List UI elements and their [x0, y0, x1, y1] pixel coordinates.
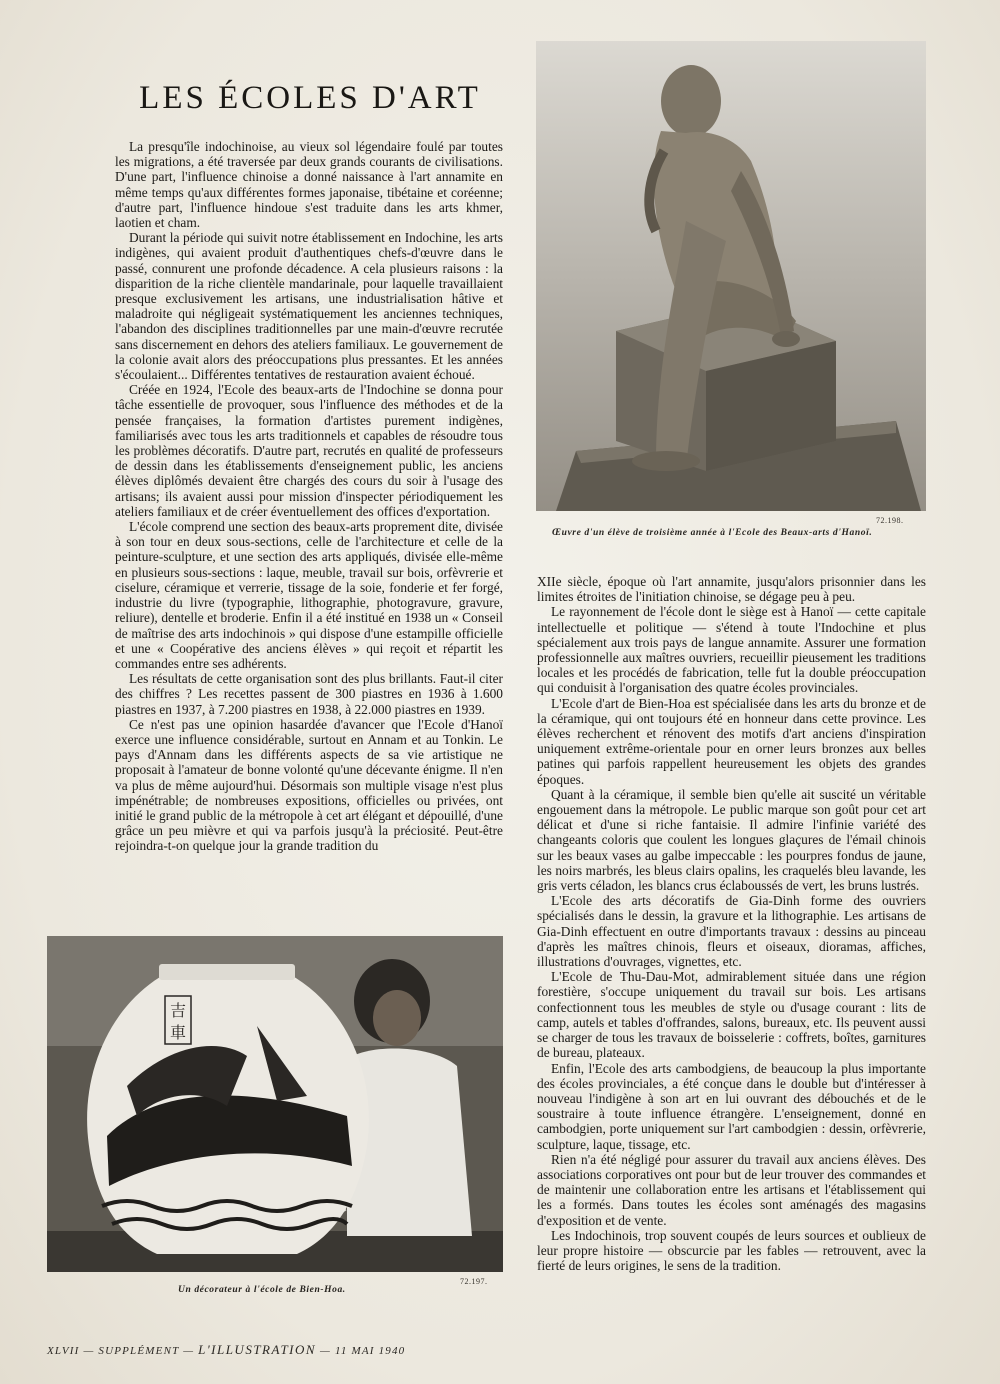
page-footer [47, 1342, 405, 1358]
paragraph: L'école comprend une section des beaux-arts proprement dite, divisée à son tour en deux sous-sections, celle de l'architecture et celle de la peinture-sculpture, et une section des arts appliqués, divisée elle-même en plusieurs sous-sections : laque, meuble, travail sur bois, orfèvrerie et ciselure, céramique et verrerie, tissage de la soie, fonderie et fer forgé, industrie du livre (typographie, lithographie, photogravure, gravure, reliure), dentelle et broderie. Enfin il a été institué en 1938 un « Conseil de maîtrise des arts indochinois » qui dispose d'une estampille officielle et une « Coopérative des anciens élèves » qui reçoit et répartit les commandes entre ses adhérents. [115, 519, 503, 671]
statue-caption: Œuvre d'un élève de troisième année à l'Ecole des Beaux-arts d'Hanoï. [552, 528, 873, 538]
paragraph: Les Indochinois, trop souvent coupés de leurs sources et oublieux de leur propre histoire — obscurcie par les fables — retrouvent, avec la fierté de leurs origines, le sens de la tradition. [537, 1227, 926, 1274]
footer-section: SUPPLÉMENT [98, 1345, 180, 1357]
vase-decorator-illustration [47, 936, 503, 1272]
paragraph: Les résultats de cette organisation sont des plus brillants. Faut-il citer des chiffres ? Les recettes passent de 300 piastres en 1936 à 1.600 piastres en 1937, à 7.200 piastres en 1938, à 22.000 piastres en 1939. [115, 671, 503, 717]
vase-plate-number: 72.197. [460, 1277, 488, 1286]
paragraph: L'Ecole d'art de Bien-Hoa est spécialisée dans les arts du bronze et de la céramique, qui ont toujours été en honneur dans cette province. Les élèves recherchent et rénovent des motifs d'art anciens d'inspiration uniquement extrême-orientale pour en orner leurs bronzes aux belles patines qui parfois rappellent heureusement les objets des grandes époques. [537, 695, 926, 787]
paragraph: Enfin, l'Ecole des arts cambodgiens, de beaucoup la plus importante des écoles provinciales, a été conçue dans le double but d'intéresser à nouveau l'indigène à son art en lui ouvrant des débouchés et de le soustraire à toute influence étrangère. L'enseignement, donné en cambodgien, porte uniquement sur l'art cambodgien : dessin, orfèvrerie, sculpture, laque, tissage, etc. [537, 1060, 926, 1152]
footer-dash: — [320, 1345, 331, 1357]
paragraph: L'Ecole des arts décoratifs de Gia-Dinh forme des ouvriers spécialisés dans le dessin, la gravure et la lithographie. Les artisans de Gia-Dinh effectuent en outre d'importants travaux : dessins au pinceau d'après les maîtres chinois, fleurs et oiseaux, dioramas, affiches, illustrations d'ouvrages, vignettes, etc. [537, 893, 926, 970]
svg-text:車: 車 [169, 1023, 187, 1042]
statue-photo [536, 41, 926, 511]
footer-dash: — [183, 1345, 195, 1357]
statue-plate-number: 72.198. [876, 516, 904, 525]
paragraph: XIIe siècle, époque où l'art annamite, jusqu'alors prisonnier dans les limites étroites de l'initiation chinoise, se dégage peu à peu. [537, 574, 926, 605]
right-text-column [537, 574, 926, 1274]
paragraph: La presqu'île indochinoise, au vieux sol légendaire foulé par toutes les migrations, a été traversée par deux grands courants de civilisations. D'une part, l'influence chinoise a donné naissance à l'art annamite en même temps qu'aux différentes formes japonaise, tibétaine et coréenne; d'autre part, l'influence hindoue s'est traduite dans les arts khmer, laotien et cham. [115, 139, 503, 231]
article-title: LES ÉCOLES D'ART [139, 80, 481, 116]
seated-figure-sculpture-illustration [536, 41, 926, 511]
vase-inscription: 吉 [169, 1001, 187, 1020]
footer-volume: XLVII [47, 1345, 80, 1357]
paragraph: Durant la période qui suivit notre établissement en Indochine, les arts indigènes, qui avaient produit d'authentiques chefs-d'œuvre dans le passé, connurent une profonde décadence. A cela plusieurs raisons : la disparition de la riche clientèle mandarinale, pour laquelle travaillaient presque exclusivement les artisans, une industrialisation hâtive et maladroite qui négligeait systématiquement les anciennes techniques, l'abandon des disciplines traditionnelles par une main-d'œuvre recrutée sans discernement en dehors des ateliers familiaux. Le gouvernement de la colonie avait alors des préoccupations plus pressantes. Et les années s'écoulaient... Différentes tentatives de restauration avaient échoué. [115, 230, 503, 383]
footer-dash: — [83, 1345, 95, 1357]
paragraph: Ce n'est pas une opinion hasardée d'avancer que l'Ecole d'Hanoï exerce une influence considérable, surtout en Annam et au Tonkin. Le pays d'Annam dans les différents aspects de sa vie artistique ne proposait à l'amateur de bonne volonté qu'une décevante énigme. Il n'en va plus de même aujourd'hui. Désormais son multiple visage n'est plus impénétrable; de nombreuses expositions, officielles ou privées, ont initié le grand public de la métropole à cet art élégant et dépouillé, d'une grâce un peu mièvre et qui va parfois jusqu'à la préciosité. Peut-être rejoindra-t-on quelque jour la grande tradition du [115, 716, 503, 854]
footer-magazine-name: L'ILLUSTRATION [198, 1342, 317, 1357]
left-text-column [115, 139, 503, 895]
paragraph: Rien n'a été négligé pour assurer du travail aux anciens élèves. Des associations corporatives ont pour but de leur trouver des commandes et de maintenir une collaboration entre les artisans et l'établissement qui les a formés. Dans toutes les écoles sont aménagés des magasins d'exposition et de vente. [537, 1151, 926, 1228]
footer-date: 11 MAI 1940 [334, 1345, 406, 1357]
vase-decorator-photo [47, 936, 503, 1272]
paragraph: Le rayonnement de l'école dont le siège est à Hanoï — cette capitale intellectuelle et politique — s'étend à toute l'Indochine et plus spécialement aux trois pays de langue annamite. Assurer une formation professionnelle aux maîtres ouvriers, recueillir pieusement les traditions locales et les procédés de fabrication, telle fut la double préoccupation qui conduisit à l'organisation des quatre écoles provinciales. [537, 604, 926, 696]
vase-caption: Un décorateur à l'école de Bien-Hoa. [178, 1285, 346, 1295]
paragraph: L'Ecole de Thu-Dau-Mot, admirablement située dans une région forestière, s'occupe uniquement du travail sur bois. Les artisans confectionnent tous les meubles de style ou d'usage courant : lits de camp, autels et tables d'offrandes, salons, bureaux, etc. Ils peuvent aussi se charger de tous les travaux de boisselerie : coffrets, boîtes, garnitures de bureau, plateaux. [537, 969, 926, 1061]
paragraph: Créée en 1924, l'Ecole des beaux-arts de l'Indochine se donna pour tâche essentielle de provoquer, sous l'influence des méthodes et de la pensée françaises, la formation d'artistes purement indigènes, familiarisés avec tous les arts traditionnels et capables de résoudre tous les problèmes décoratifs. D'autre part, recrutés en qualité de professeurs de dessin dans les établissements d'enseignement public, les anciens élèves diplômés devaient être chargés des cours du soir à l'usage des artisans; ils avaient aussi pour mission d'inspecter périodiquement les ateliers familiaux et de créer éventuellement des offices d'exportation. [115, 382, 503, 519]
paragraph: Quant à la céramique, il semble bien qu'elle ait suscité un véritable engouement dans la métropole. Le public marque son goût pour cet art délicat et d'une si riche fantaisie. Il admire l'infinie variété des changeants coloris que coulent les longues glaçures de l'émail chinois sur les beaux vases au galbe impeccable : les pourpres fondus de jaune, les noirs marbrés, les bleus clairs opalins, les craquelés bleu lavande, les gris verts céladon, les blancs crus éclaboussés de vert, les bruns lustrés. [537, 786, 926, 894]
